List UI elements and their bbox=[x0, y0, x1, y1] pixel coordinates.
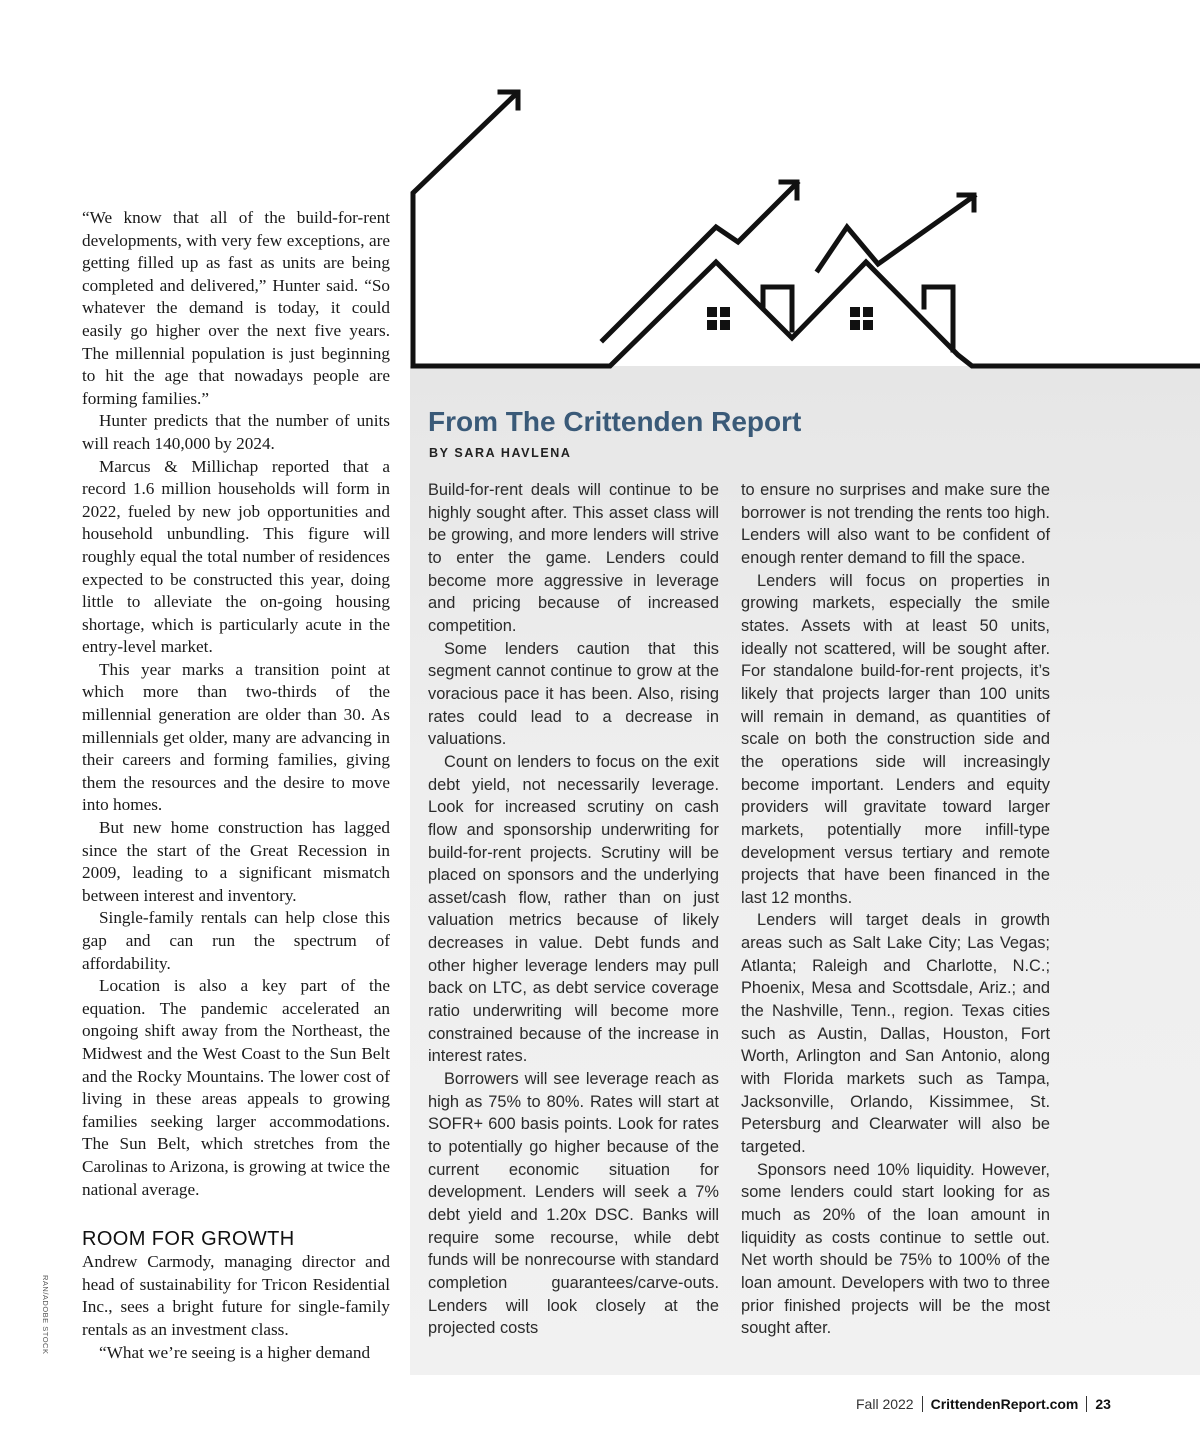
sidebar-byline: BY SARA HAVLENA bbox=[429, 446, 572, 460]
photo-credit: RAN/ADOBE STOCK bbox=[41, 1275, 50, 1355]
article-paragraph: Location is also a key part of the equation. The pandemic accelerated an ongoing shift away from the Northeast, the Midwest and the West Coast to the Sun Belt and the Rocky Mountains. The lower cost of living in these areas appeals to growing families seeking larger accommodations. The Sun Belt, which stretches from the Carolinas to Arizona, is growing at twice the national average. bbox=[82, 976, 390, 1199]
sidebar-paragraph: Lenders will target deals in growth areas such as Salt Lake City; Las Vegas; Atlanta; Raleigh and Charlotte, N.C.; Phoenix, Mesa and Scottsdale, Ariz.; and the Nashville, Tenn., region. Texas cities such as Austin, Dallas, Houston, Fort Worth, Arlington and San Antonio, along with Florida markets such as Tampa, Jacksonville, Orlando, Kissimmee, St. Petersburg and Clearwater will also be targeted. bbox=[741, 911, 1050, 1157]
sidebar-paragraph: Lenders will focus on properties in growing markets, especially the smile states. Assets with at least 50 units, ideally not scattered, will be sought after. For standalone build-for-rent projects, it’s likely that projects larger than 100 units will remain in demand, as quantities of scale on both the construction side and the operations side will increasingly become important. Lenders and equity providers will gravitate toward larger markets, potentially more infill-type development versus tertiary and remote projects that have been financed in the last 12 months. bbox=[741, 571, 1050, 907]
issue-label: Fall 2022 bbox=[856, 1396, 914, 1412]
article-paragraph: Andrew Carmody, managing director and head of sustainability for Tricon Residential Inc., sees a bright future for single-family rentals as an investment class. bbox=[82, 1252, 390, 1339]
article-paragraph: “We know that all of the build-for-rent developments, with very few exceptions, are getting filled up as fast as units are being completed and delivered,” Hunter said. “So whatever the demand is today, it could easily go higher over the next five years. The millennial population is just beginning to hit the age that nowadays people are forming families.” bbox=[82, 208, 390, 408]
article-paragraph: Single-family rentals can help close this gap and can run the spectrum of affordability. bbox=[82, 908, 390, 973]
sidebar-paragraph: Some lenders caution that this segment cannot continue to grow at the voracious pace it has been. Also, rising rates could lead to a decrease in valuations. bbox=[428, 639, 719, 749]
footer-divider bbox=[1086, 1396, 1087, 1412]
section-subhead: ROOM FOR GROWTH bbox=[82, 1228, 295, 1251]
sidebar-column-1 bbox=[428, 479, 719, 1340]
article-paragraph: Hunter predicts that the number of units will reach 140,000 by 2024. bbox=[82, 411, 390, 453]
site-link[interactable]: CrittendenReport.com bbox=[930, 1396, 1079, 1412]
article-paragraph: But new home construction has lagged since the start of the Great Recession in 2009, leading to a significant mismatch between interest and inventory. bbox=[82, 818, 390, 905]
page-footer bbox=[856, 1394, 1111, 1414]
article-paragraph: “What we’re seeing is a higher demand bbox=[99, 1342, 371, 1362]
sidebar-paragraph: Borrowers will see leverage reach as high as 75% to 80%. Rates will start at SOFR+ 600 basis points. Look for rates to potentially go higher because of the current economic situation for development. Lenders will seek a 7% debt yield and 1.20x DSC. Banks will require some recourse, while debt funds will be nonrecourse with standard completion guarantees/carve-outs. Lenders will look closely at the projected costs bbox=[428, 1070, 719, 1338]
sidebar-column-2 bbox=[741, 479, 1050, 1340]
page-number: 23 bbox=[1095, 1396, 1111, 1412]
article-paragraph: Marcus & Millichap reported that a record 1.6 million households will form in 2022, fueled by new job opportunities and household unbundling. This figure will roughly equal the total number of residences expected to be constructed this year, doing little to alleviate the on-going housing shortage, which is particularly acute in the entry-level market. bbox=[82, 456, 390, 657]
article-column bbox=[82, 207, 390, 1364]
sidebar-paragraph: Count on lenders to focus on the exit debt yield, not necessarily leverage. Look for increased scrutiny on cash flow and sponsorship underwriting for build-for-rent projects. Scrutiny will be placed on sponsors and the underlying asset/cash flow, rather than on just valuation metrics because of likely decreases in value. Debt funds and other higher leverage lenders may pull back on LTC, as debt service coverage ratio underwriting will become more constrained because of the increase in interest rates. bbox=[428, 752, 719, 1066]
houses-rising-arrows-icon bbox=[405, 80, 1200, 375]
article-paragraph: This year marks a transition point at which more than two-thirds of the millennial generation are older than 30. As millennials get older, many are advancing in their careers and forming families, giving them the resources and the desire to move into homes. bbox=[82, 659, 390, 815]
sidebar-title: From The Crittenden Report bbox=[428, 406, 802, 437]
sidebar-paragraph: to ensure no surprises and make sure the borrower is not trending the rents too high. Lenders will also want to be confident of enough renter demand to fill the space. bbox=[741, 481, 1050, 567]
sidebar-paragraph: Build-for-rent deals will continue to be highly sought after. This asset class will be growing, and more lenders will strive to enter the game. Lenders could become more aggressive in leverage and pricing because of increased competition. bbox=[428, 481, 719, 635]
sidebar-paragraph: Sponsors need 10% liquidity. However, some lenders could start looking for as much as 20% of the loan amount in liquidity as costs continue to settle out. Net worth should be 75% to 100% of the loan amount. Developers with two to three prior finished projects will be the most sought after. bbox=[741, 1160, 1050, 1338]
footer-divider bbox=[922, 1396, 923, 1412]
